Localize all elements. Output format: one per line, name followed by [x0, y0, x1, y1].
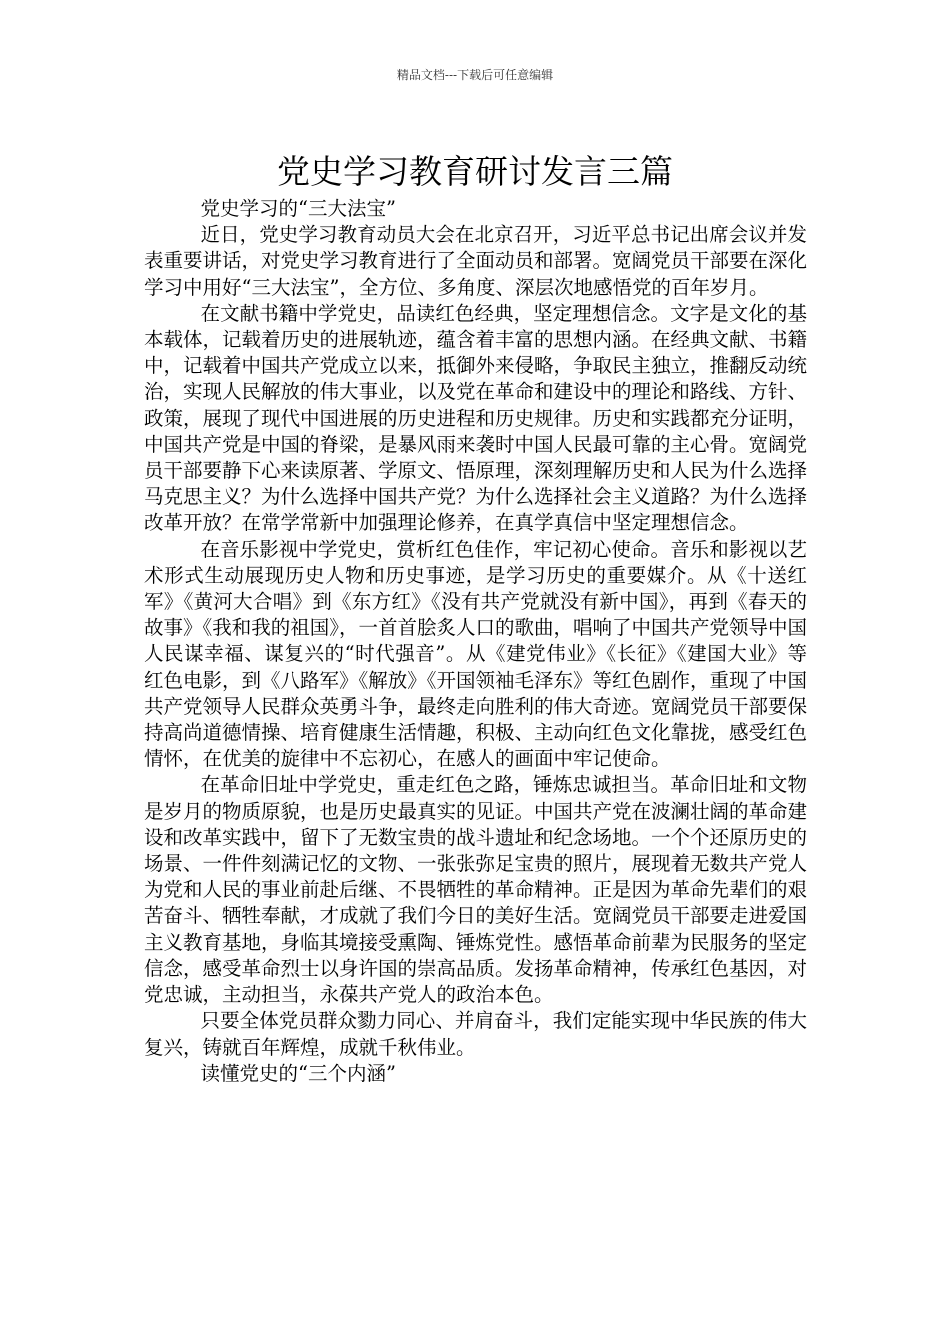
paragraph: 近日，党史学习教育动员大会在北京召开，习近平总书记出席会议并发表重要讲话，对党史学习教育进行了全面动员和部署。宽阔党员干部要在深化学习中用好“三大法宝”，全方位、多角度、深层次地感悟党的百年岁月。 — [144, 223, 808, 299]
header-note: 精品文档---下载后可任意编辑 — [396, 68, 554, 82]
document-body — [144, 196, 807, 1087]
paragraph: 在音乐影视中学党史，赏析红色佳作，牢记初心使命。音乐和影视以艺术形式生动展现历史人物和历史事迹，是学习历史的重要媒介。从《十送红军》《黄河大合唱》到《东方红》《没有共产党就没有新中国》，再到《春天的故事》《我和我的祖国》，一首首脍炙人口的歌曲，唱响了中国共产党领导中国人民谋幸福、谋复兴的“时代强音”。从《建党伟业》《长征》《建国大业》等红色电影，到《八路军》《解放》《开国领袖毛泽东》等红色剧作，重现了中国共产党领导人民群众英勇斗争，最终走向胜利的伟大奇迹。宽阔党员干部要保持高尚道德情操、培育健康生活情趣，积极、主动向红色文化靠拢，感受红色情怀，在优美的旋律中不忘初心，在感人的画面中牢记使命。 — [144, 537, 808, 771]
document-title: 党史学习教育研讨发言三篇 — [277, 152, 673, 192]
paragraph: 在文献书籍中学党史，品读红色经典，坚定理想信念。文字是文化的基本载体，记载着历史的进展轨迹，蕴含着丰富的思想内涵。在经典文献、书籍中，记载着中国共产党成立以来，抵御外来侵略，争取民主独立，推翻反动统治，实现人民解放的伟大事业，以及党在革命和建设中的理论和路线、方针、政策，展现了现代中国进展的历史进程和历史规律。历史和实践都充分证明，中国共产党是中国的脊梁，是暴风雨来袭时中国人民最可靠的主心骨。宽阔党员干部要静下心来读原著、学原文、悟原理，深刻理解历史和人民为什么选择马克思主义？为什么选择中国共产党？为什么选择社会主义道路？为什么选择改革开放？在常学常新中加强理论修养，在真学真信中坚定理想信念。 — [144, 301, 808, 535]
paragraph: 只要全体党员群众勠力同心、并肩奋斗，我们定能实现中华民族的伟大复兴，铸就百年辉煌，成就千秋伟业。 — [144, 1009, 807, 1059]
paragraph: 在革命旧址中学党史，重走红色之路，锤炼忠诚担当。革命旧址和文物是岁月的物质原貌，也是历史最真实的见证。中国共产党在波澜壮阔的革命建设和改革实践中，留下了无数宝贵的战斗遗址和纪念场地。一个个还原历史的场景、一件件刻满记忆的文物、一张张弥足宝贵的照片，展现着无数共产党人为党和人民的事业前赴后继、不畏牺牲的革命精神。正是因为革命先辈们的艰苦奋斗、牺牲奉献，才成就了我们今日的美好生活。宽阔党员干部要走进爱国主义教育基地，身临其境接受熏陶、锤炼党性。感悟革命前辈为民服务的坚定信念，感受革命烈士以身许国的崇高品质。发扬革命精神，传承红色基因，对党忠诚，主动担当，永葆共产党人的政治本色。 — [144, 773, 808, 1007]
section-heading-three-connotations: 读懂党史的“三个内涵” — [200, 1061, 396, 1085]
section-heading-three-treasures: 党史学习的“三大法宝” — [200, 197, 396, 220]
